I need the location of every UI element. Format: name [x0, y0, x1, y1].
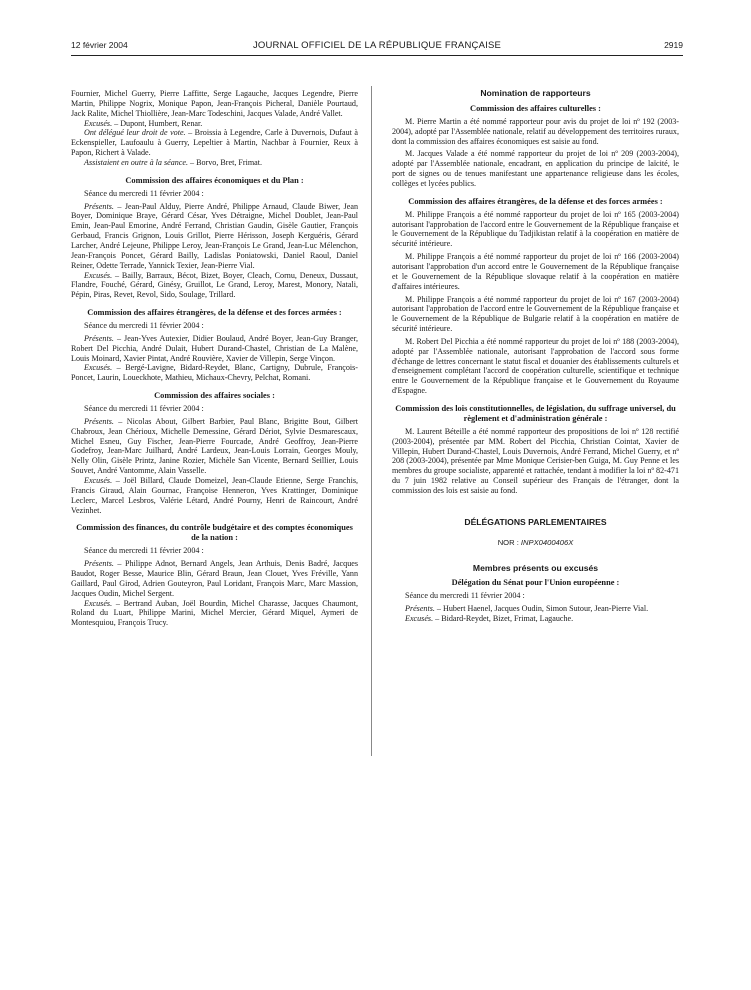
- section-heading-economic: Commission des affaires économiques et du Plan :: [125, 175, 304, 185]
- present-list: – Nicolas About, Gilbert Barbier, Paul Blanc, Brigitte Bout, Gilbert Chabroux, Jean Chérioux, Michelle Demessine, Gérard Dériot, Sylvie Desmarescaux, Michel Esneu, Guy Fischer, Jean-Pierre Fourcade, André Geoffroy, Jean-Pierre Godefroy, Jean-Marc Juilhard, André Lardeux, Jean-Louis Lorrain, Georges Mouly, Nelly Olin, Gisèle Printz, Janine Rozier, Michèle San Vicente, Bernard Seillier, Louis Souvet, André Vantomme, Alain Vasselle.: [71, 416, 358, 476]
- excused-paragraph: [392, 614, 679, 624]
- session-date: Séance du mercredi 11 février 2004 :: [405, 591, 525, 601]
- present-label: Présents.: [405, 604, 435, 614]
- excused-paragraph: [71, 599, 358, 629]
- nor-code: INPX0400406X: [520, 537, 574, 547]
- excused-label: Excusés.: [84, 118, 113, 128]
- present-paragraph: [71, 559, 358, 598]
- nor-reference: [392, 538, 679, 548]
- present-label: Présents.: [84, 416, 114, 426]
- attended-label: Assistaient en outre à la séance.: [84, 157, 189, 167]
- excused-label: Excusés.: [84, 363, 113, 373]
- section-heading-laws: Commission des lois constitutionnelles, de législation, du suffrage universel, du règlement et d'administration générale :: [395, 403, 676, 423]
- left-column: [71, 89, 358, 628]
- nomination-paragraph: M. Philippe François a été nommé rapporteur du projet de loi nº 167 (2003-2004) autorisant l'approbation de l'accord entre le Gouvernement de la République française et le Gouvernement de la République de Bulgarie relatif à la coopération en matière de sécurité intérieure.: [392, 294, 679, 334]
- nomination-paragraph: M. Laurent Béteille a été nommé rapporteur des propositions de loi nº 128 rectifié (2003-2004), présentée par MM. Robert del Picchia, Christian Cointat, Xavier de Villepin, Hubert Durand-Chastel, Louis Duvernois, André Ferrand, Michel Guerry, et nº 208 (2003-2004), présentée par Mme Monique Cerisier-ben Guiga, M. Guy Penne et les membres du groupe socialiste, apparenté et rattachée, tendant à modifier la loi nº 82-471 du 7 juin 1982 relative au Conseil supérieur des Français de l'étranger, dont la commission des lois est saisie au fond.: [392, 426, 679, 495]
- excused-paragraph: [71, 271, 358, 301]
- present-label: Présents.: [84, 201, 114, 211]
- delegated-label: Ont délégué leur droit de vote.: [84, 128, 186, 138]
- nor-label: NOR :: [497, 537, 521, 547]
- present-list: – Jean-Paul Alduy, Pierre André, Philippe Arnaud, Claude Biwer, Jean Boyer, Dominique Braye, Gérard César, Yves Détraigne, Michel Doublet, Jean-Paul Emin, Jean-Paul Emorine, André Ferrand, Christian Gaudin, Gisèle Gautier, François Gerbaud, Francis Grignon, Louis Grillot, Pierre Hérisson, Joseph Kerguéris, Gérard Larcher, André Lejeune, Philippe Leroy, Jean-François Le Grand, Jean-Luc Mélenchon, Jean-François Poncet, Gérard Bailly, Ladislas Poniatowski, Daniel Raoul, Daniel Reiner, Odette Terrade, Yannick Texier, Jean-Pierre Vial.: [71, 201, 358, 270]
- section-heading-cultural: Commission des affaires culturelles :: [470, 103, 601, 113]
- column-divider: [371, 86, 372, 756]
- present-list: – Hubert Haenel, Jacques Oudin, Simon Sutour, Jean-Pierre Vial.: [434, 604, 649, 614]
- present-paragraph: [392, 604, 679, 614]
- present-label: Présents.: [84, 333, 114, 343]
- delegations-heading: DÉLÉGATIONS PARLEMENTAIRES: [464, 516, 607, 527]
- section-heading-foreign-affairs: Commission des affaires étrangères, de la défense et des forces armées :: [408, 196, 663, 206]
- section-heading-foreign-affairs: Commission des affaires étrangères, de la défense et des forces armées :: [87, 308, 342, 318]
- section-heading-social: Commission des affaires sociales :: [154, 391, 275, 401]
- excused-paragraph: [71, 363, 358, 383]
- present-paragraph: [71, 202, 358, 271]
- excused-label: Excusés.: [84, 270, 113, 280]
- excused-list: – Joël Billard, Claude Domeizel, Jean-Claude Etienne, Serge Franchis, Francis Giraud, Alain Gournac, Françoise Henneron, Yves Krattinger, Dominique Leclerc, Marcel Lesbros, Valérie Létard, André Pourny, Henri de Raincourt, André Vezinhet.: [71, 476, 358, 515]
- excused-list: – Dupont, Humbert, Renar.: [112, 118, 203, 128]
- header-rule: [71, 55, 683, 56]
- present-list: – Philippe Adnot, Bernard Angels, Jean Arthuis, Denis Badré, Jacques Baudot, Roger Besse, Maurice Blin, Gérard Braun, Jean Clouet, Yves Fréville, Yann Gaillard, Paul Girod, Adrien Gouteyron, Paul Loridant, François Marc, Marc Massion, Jacques Oudin, Michel Sergent.: [71, 559, 358, 598]
- session-date: Séance du mercredi 11 février 2004 :: [84, 188, 204, 198]
- nomination-heading: Nomination de rapporteurs: [480, 88, 591, 98]
- present-paragraph: [71, 334, 358, 364]
- page-number: 2919: [664, 40, 683, 50]
- present-paragraph: [71, 417, 358, 476]
- section-heading-eu-delegation: Délégation du Sénat pour l'Union européenne :: [451, 578, 620, 588]
- excused-list: – Bergé-Lavigne, Bidard-Reydet, Blanc, Cartigny, Dubrule, François-Poncet, Laurin, Loueckhote, Mathieu, Michaux-Chevry, Pelchat, Romani.: [71, 363, 358, 383]
- excused-paragraph: [71, 476, 358, 515]
- members-heading: Membres présents ou excusés: [472, 562, 599, 573]
- section-heading-finance: Commission des finances, du contrôle budgétaire et des comptes économiques de la nation :: [76, 523, 353, 543]
- excused-list: – Bidard-Reydet, Bizet, Frimat, Lagauche.: [433, 614, 574, 624]
- nomination-paragraph: M. Jacques Valade a été nommé rapporteur du projet de loi nº 209 (2003-2004), adopté par l'Assemblée nationale, encadrant, en application du principe de laïcité, le port de signes ou de tenues manifestant une appartenance religieuse dans les écoles, collèges et lycées publics.: [392, 149, 679, 188]
- excused-label: Excusés.: [405, 614, 434, 624]
- attendance-continued: Fournier, Michel Guerry, Pierre Laffitte, Serge Lagauche, Jacques Legendre, Pierre Martin, Philippe Nogrix, Monique Papon, Jean-François Picheral, Danièle Pourtaud, Jack Ralite, Michel Thiollière, Jean-Marc Todeschini, Jacques Valade, André Vallet.: [71, 89, 358, 118]
- present-list: – Jean-Yves Autexier, Didier Boulaud, André Boyer, Jean-Guy Branger, Robert Del Picchia, André Dulait, Hubert Durand-Chastel, Christian de La Malène, Louis Moinard, Xavier Pintat, André Rouvière, Xavier de Villepin, Serge Vinçon.: [71, 333, 358, 363]
- session-date: Séance du mercredi 11 février 2004 :: [84, 321, 204, 331]
- excused-paragraph: [71, 119, 358, 129]
- nomination-paragraph: M. Philippe François a été nommé rapporteur du projet de loi nº 166 (2003-2004) autorisant l'approbation d'un accord entre le Gouvernement de la République française et le Gouvernement de la République slovaque relatif à la coopération en matière d'affaires intérieures.: [392, 252, 679, 291]
- right-column: [392, 89, 679, 624]
- attended-paragraph: [71, 158, 358, 168]
- delegated-list: – Broissia à Legendre, Carle à Duvernois, Dufaut à Eckenspieller, Laufoaulu à Guerry, Lepeltier à Martin, Nachbar à Fournier, Reux à Papon, Richert à Valade.: [71, 128, 359, 158]
- excused-label: Excusés.: [84, 598, 113, 608]
- present-label: Présents.: [84, 559, 114, 569]
- header-title: JOURNAL OFFICIEL DE LA RÉPUBLIQUE FRANÇAISE: [252, 40, 502, 51]
- nomination-paragraph: M. Pierre Martin a été nommé rapporteur pour avis du projet de loi nº 192 (2003-2004), adopté par l'Assemblée nationale, relatif au développement des territoires ruraux, dont la commission des affaires économiques est saisie au fond.: [392, 116, 679, 146]
- session-date: Séance du mercredi 11 février 2004 :: [84, 546, 204, 556]
- excused-label: Excusés.: [84, 476, 113, 485]
- header-date: 12 février 2004: [71, 40, 128, 50]
- session-date: Séance du mercredi 11 février 2004 :: [84, 404, 204, 414]
- nomination-paragraph: M. Philippe François a été nommé rapporteur du projet de loi nº 165 (2003-2004) autorisant l'approbation de l'accord entre le Gouvernement de la République française et le Gouvernement de la République du Tadjikistan relatif à la coopération en matière de sécurité intérieure.: [392, 209, 679, 249]
- attended-list: – Borvo, Bret, Frimat.: [188, 157, 262, 167]
- excused-list: – Bertrand Auban, Joël Bourdin, Michel Charasse, Jacques Chaumont, Roland du Luart, Philippe Marini, Michel Mercier, Gérard Miquel, Aymeri de Montesquiou, François Trucy.: [71, 598, 358, 628]
- running-header: [71, 40, 683, 54]
- excused-list: – Bailly, Barraux, Bécot, Bizet, Boyer, Cleach, Cornu, Deneux, Dussaut, Flandre, Fouché, Gérard, Ginésy, Gruillot, Le Grand, Leroy, Marest, Monory, Natali, Pépin, Piras, Revet, Revol, Sido, Soulage, Trillard.: [71, 270, 358, 300]
- nomination-paragraph: M. Robert Del Picchia a été nommé rapporteur du projet de loi nº 188 (2003-2004), adopté par l'Assemblée nationale, autorisant l'approbation de l'accord sous forme d'échange de lettres concernant le statut fiscal et douanier des établissements culturels et d'enseignement complétant l'accord de coopération culturelle, scientifique et technique entre le Gouvernement de la République française et le Gouvernement du Royaume d'Espagne.: [392, 336, 679, 396]
- delegated-vote-paragraph: [71, 128, 358, 158]
